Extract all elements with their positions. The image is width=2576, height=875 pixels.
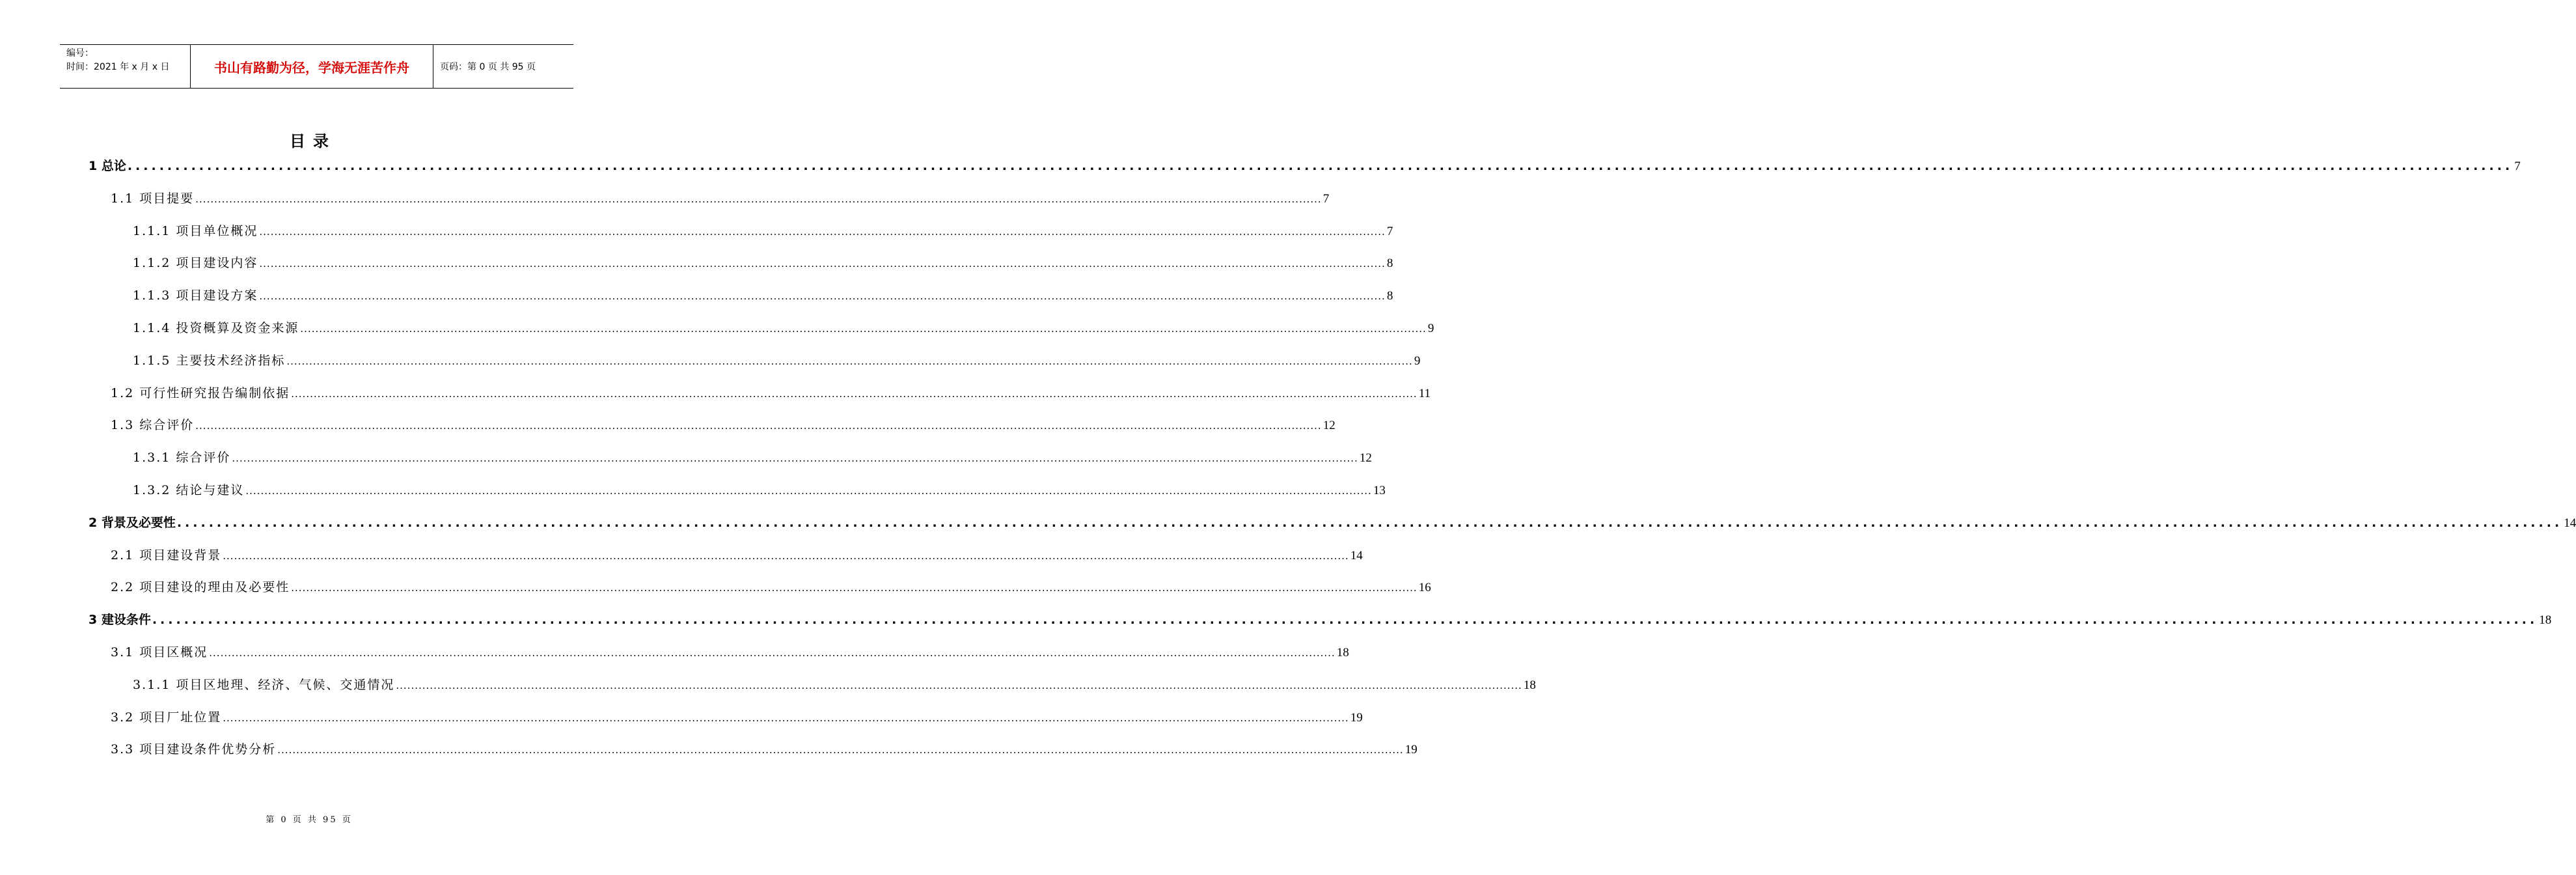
toc-entry[interactable] (111, 708, 1363, 734)
toc-entry-page-number: 8 (1386, 289, 1393, 303)
toc-entry-title: 3.2 项目厂址位置 (111, 710, 222, 725)
toc-entry-page-number: 14 (2564, 516, 2576, 530)
header-page-cell (433, 45, 573, 88)
header-page-info: 页码：第 0 页 共 95 页 (440, 62, 536, 72)
toc-entry-page-number: 9 (1427, 322, 1434, 335)
toc-entry[interactable] (111, 740, 1418, 766)
toc-entry[interactable] (133, 286, 1393, 312)
toc-entry-title: 1.1.5 主要技术经济指标 (133, 353, 286, 368)
toc-leader-dots: ............................................................................................................................................................................................................................................................................................................ (396, 679, 1522, 691)
toc-entry[interactable] (133, 675, 1536, 701)
document-number-label: 编号： (66, 48, 94, 59)
toc-leader-dots: ............................................................................................................................................................................................................................................................................................................ (176, 515, 2563, 530)
toc-leader-dots: ............................................................................................................................................................................................................................................................................................................ (209, 647, 1336, 659)
toc-entry-page-number: 18 (2539, 613, 2552, 628)
toc-entry-title: 1.3 综合评价 (111, 418, 195, 433)
toc-entry-title: 2 背景及必要性 (89, 515, 176, 530)
toc-leader-dots: ............................................................................................................................................................................................................................................................................................................ (223, 712, 1349, 724)
toc-entry[interactable] (133, 221, 1393, 247)
toc-entry-title: 2.2 项目建设的理由及必要性 (111, 580, 290, 595)
toc-entry-title: 3.1.1 项目区地理、经济、气候、交通情况 (133, 677, 395, 692)
toc-entry[interactable] (111, 383, 1431, 410)
toc-leader-dots: ............................................................................................................................................................................................................................................................................................................ (195, 193, 1322, 205)
toc-entry[interactable] (111, 577, 1431, 604)
toc-entry-title: 1.2 可行性研究报告编制依据 (111, 385, 290, 400)
header-motto-cell (191, 45, 433, 88)
toc-entry-title: 1.3.1 综合评价 (133, 451, 231, 465)
header-meta-cell (60, 45, 191, 88)
toc-leader-dots: ............................................................................................................................................................................................................................................................................................................ (259, 258, 1386, 270)
document-time-label: 时间：2021 年 x 月 x 日 (66, 62, 170, 72)
toc-entry[interactable] (89, 513, 2576, 539)
toc-leader-dots: ............................................................................................................................................................................................................................................................................................................ (223, 549, 1349, 562)
toc-entry[interactable] (133, 351, 1421, 377)
toc-entry-page-number: 19 (1350, 710, 1363, 725)
toc-entry-title: 1.1 项目提要 (111, 191, 195, 206)
toc-leader-dots: ............................................................................................................................................................................................................................................................................................................ (232, 452, 1358, 465)
toc-leader-dots: ............................................................................................................................................................................................................................................................................................................ (291, 387, 1418, 400)
toc-entry-title: 2.1 项目建设背景 (111, 548, 222, 562)
toc-leader-dots: ............................................................................................................................................................................................................................................................................................................ (195, 420, 1322, 432)
toc-entry-page-number: 19 (1404, 743, 1418, 757)
toc-leader-dots: ............................................................................................................................................................................................................................................................................................................ (277, 744, 1404, 757)
toc-entry-page-number: 8 (1386, 257, 1393, 271)
toc-entry[interactable] (133, 480, 1386, 507)
toc-entry-page-number: 12 (1359, 451, 1372, 465)
toc-entry-title: 1.1.1 项目单位概况 (133, 223, 258, 238)
toc-entry[interactable] (111, 643, 1349, 669)
toc-entry[interactable] (133, 448, 1372, 474)
toc-leader-dots: ............................................................................................................................................................................................................................................................................................................ (291, 582, 1418, 594)
toc-entry-title: 1.1.3 项目建设方案 (133, 288, 258, 303)
toc-leader-dots: ............................................................................................................................................................................................................................................................................................................ (259, 290, 1386, 303)
toc-entry-title: 3.1 项目区概况 (111, 645, 208, 660)
toc-entry-page-number: 12 (1322, 419, 1336, 433)
toc-entry-title: 3 建设条件 (89, 613, 151, 628)
toc-entry-page-number: 16 (1418, 581, 1431, 595)
toc-entry-page-number: 13 (1373, 484, 1386, 497)
toc-entry-title: 3.3 项目建设条件优势分析 (111, 742, 277, 757)
toc-entry-page-number: 7 (1386, 224, 1393, 238)
toc-entry[interactable] (89, 156, 2521, 182)
header-motto: 书山有路勤为径，学海无涯苦作舟 (214, 59, 409, 76)
toc-entry-title: 1.3.2 结论与建议 (133, 483, 245, 497)
toc-entry[interactable] (111, 546, 1363, 572)
toc-entry-title: 1 总论 (89, 159, 126, 173)
toc-entry-page-number: 11 (1418, 386, 1431, 400)
toc-leader-dots: ............................................................................................................................................................................................................................................................................................................ (286, 355, 1413, 367)
toc-entry[interactable] (111, 189, 1330, 215)
toc-entry-page-number: 9 (1414, 354, 1421, 368)
toc-entry[interactable] (133, 318, 1434, 344)
toc-entry-page-number: 7 (2514, 160, 2521, 173)
toc-leader-dots: ............................................................................................................................................................................................................................................................................................................ (245, 485, 1372, 497)
page-footer: 第 0 页 共 95 页 (266, 815, 353, 825)
toc-entry-title: 1.1.4 投资概算及资金来源 (133, 321, 299, 335)
page-header (60, 44, 573, 89)
toc-entry[interactable] (111, 415, 1336, 441)
toc-leader-dots: ............................................................................................................................................................................................................................................................................................................ (259, 225, 1386, 238)
toc-entry-title: 1.1.2 项目建设内容 (133, 256, 258, 271)
toc-entry[interactable] (89, 610, 2552, 636)
toc-entry-page-number: 14 (1350, 548, 1363, 562)
toc-leader-dots: ............................................................................................................................................................................................................................................................................................................ (152, 613, 2538, 628)
toc-title: 目录 (290, 132, 336, 150)
toc-entry[interactable] (133, 253, 1393, 279)
toc-entry-page-number: 7 (1322, 191, 1330, 206)
toc-leader-dots: ............................................................................................................................................................................................................................................................................................................ (127, 159, 2514, 173)
toc-leader-dots: ............................................................................................................................................................................................................................................................................................................ (300, 323, 1427, 335)
toc-entry-page-number: 18 (1523, 678, 1536, 692)
toc-entry-page-number: 18 (1336, 646, 1349, 660)
